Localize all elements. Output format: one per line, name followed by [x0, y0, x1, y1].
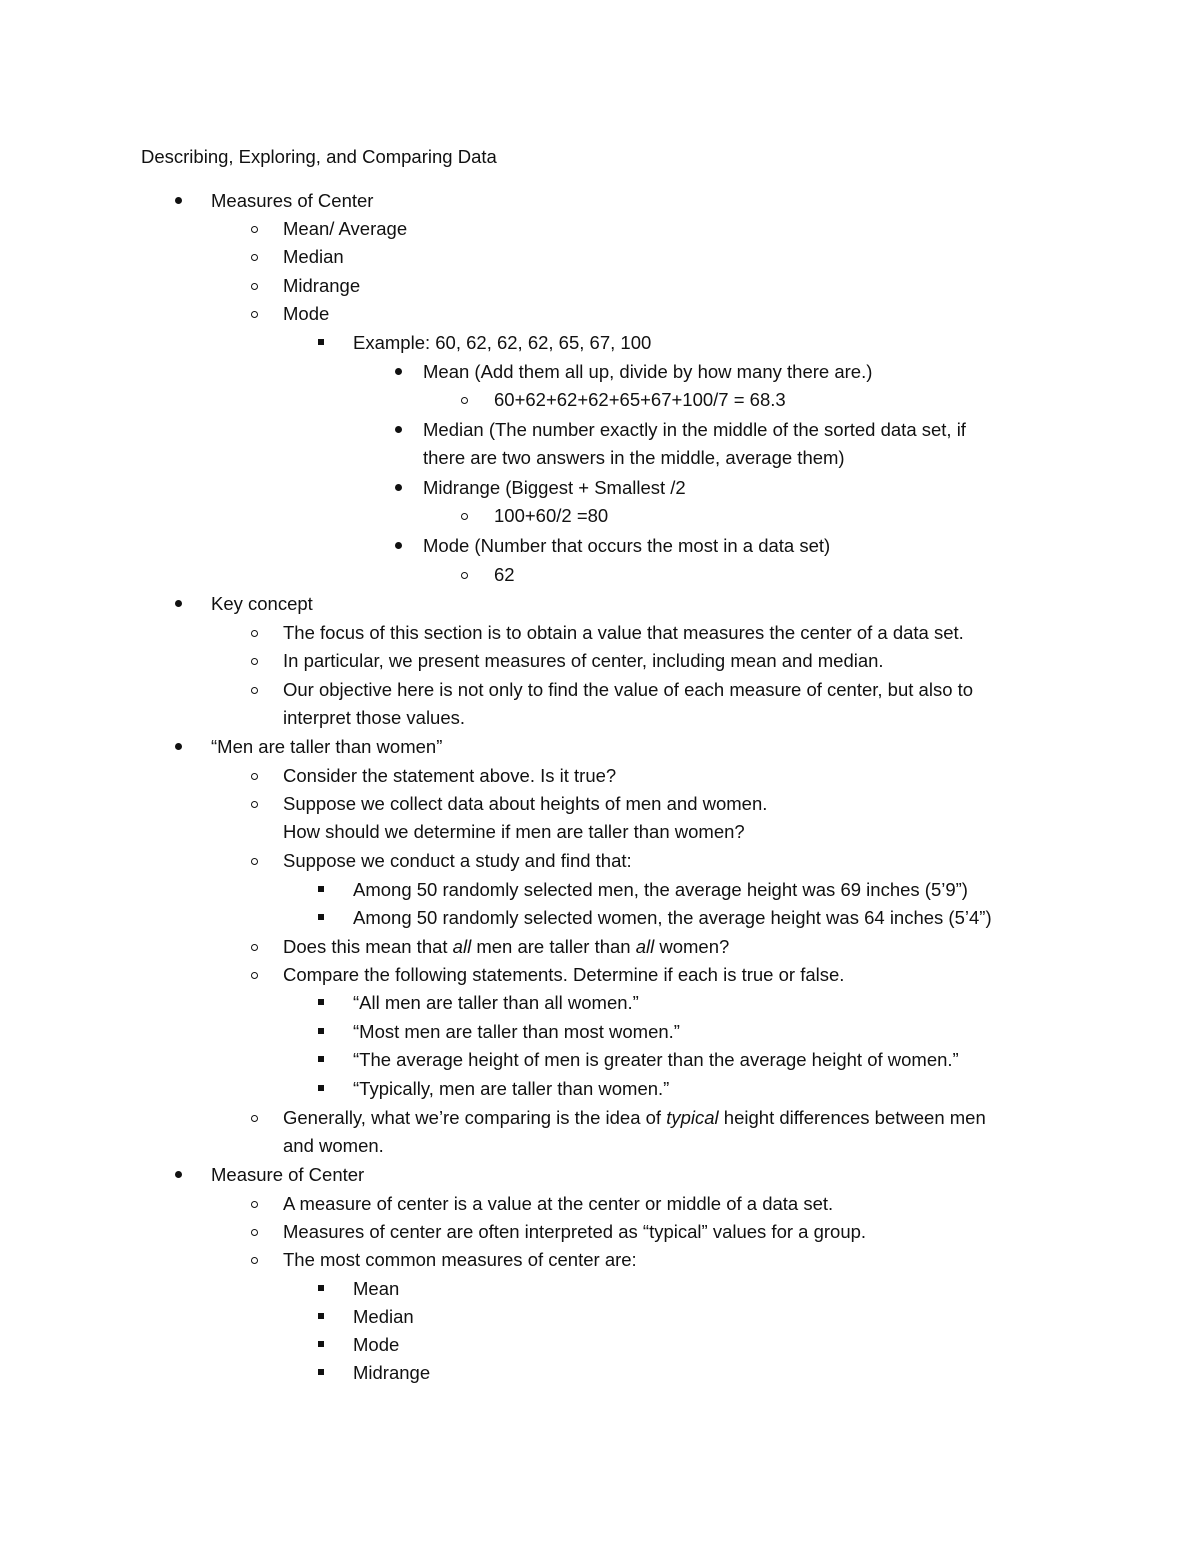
bullet-square [318, 914, 324, 920]
list-item: 60+62+62+62+65+67+100/7 = 68.3 [494, 389, 786, 410]
bullet-dot [175, 743, 182, 750]
bullet-circle [251, 773, 258, 780]
list-item: “The average height of men is greater than the average height of women.” [353, 1049, 959, 1070]
bullet-square [318, 1056, 324, 1062]
bullet-dot [175, 197, 182, 204]
list-item [283, 1106, 986, 1130]
bullet-circle [251, 226, 258, 233]
list-item: Mode [353, 1334, 400, 1355]
bullet-circle [251, 858, 258, 865]
bullet-circle [251, 972, 258, 979]
list-item: “Most men are taller than most women.” [353, 1021, 680, 1042]
list-item: Compare the following statements. Determine if each is true or false. [283, 964, 845, 985]
text-run: Generally, what we’re comparing is the idea of [283, 1107, 667, 1128]
list-item-continuation: How should we determine if men are taller than women? [283, 821, 745, 842]
bullet-circle [251, 1229, 258, 1236]
bullet-circle [251, 283, 258, 290]
document-title: Describing, Exploring, and Comparing Data [141, 146, 497, 167]
list-item: 62 [494, 564, 515, 585]
text-run: men are taller than [471, 936, 636, 957]
bullet-dot [175, 1171, 182, 1178]
list-item-continuation: there are two answers in the middle, average them) [423, 447, 845, 468]
list-item: Measures of center are often interpreted as “typical” values for a group. [283, 1221, 867, 1242]
bullet-dot [395, 426, 402, 433]
list-item: Mode (Number that occurs the most in a data set) [423, 535, 831, 556]
list-item: “All men are taller than all women.” [353, 992, 639, 1013]
list-item: “Typically, men are taller than women.” [353, 1078, 670, 1099]
bullet-circle [251, 687, 258, 694]
bullet-circle [251, 658, 258, 665]
list-item: Suppose we conduct a study and find that: [283, 850, 632, 871]
bullet-circle [251, 944, 258, 951]
list-item: Example: 60, 62, 62, 62, 65, 67, 100 [353, 332, 652, 353]
list-item-continuation: and women. [283, 1135, 384, 1156]
bullet-circle [251, 311, 258, 318]
list-item: Median [353, 1306, 414, 1327]
bullet-square [318, 1285, 324, 1291]
bullet-square [318, 1341, 324, 1347]
bullet-circle [461, 572, 468, 579]
list-item: Midrange (Biggest + Smallest /2 [423, 477, 686, 498]
bullet-dot [395, 542, 402, 549]
list-item: Midrange [283, 275, 361, 296]
bullet-circle [251, 1201, 258, 1208]
list-item: Measure of Center [211, 1164, 365, 1185]
text-run: women? [654, 936, 730, 957]
text-run: Does this mean that [283, 936, 453, 957]
list-item: Mean [353, 1278, 400, 1299]
bullet-square [318, 1313, 324, 1319]
list-item: Key concept [211, 593, 313, 614]
list-item: The focus of this section is to obtain a value that measures the center of a data set. [283, 622, 964, 643]
list-item: Mode [283, 303, 330, 324]
list-item: Suppose we collect data about heights of men and women. [283, 793, 768, 814]
list-item: In particular, we present measures of center, including mean and median. [283, 650, 884, 671]
emphasis-text: typical [666, 1107, 719, 1128]
bullet-circle [251, 801, 258, 808]
emphasis-text: all [635, 936, 655, 957]
list-item: Mean (Add them all up, divide by how many there are.) [423, 361, 873, 382]
bullet-circle [461, 513, 468, 520]
text-run: height differences between men [718, 1107, 986, 1128]
list-item: Measures of Center [211, 190, 374, 211]
bullet-square [318, 339, 324, 345]
list-item: The most common measures of center are: [283, 1249, 637, 1270]
bullet-dot [175, 600, 182, 607]
list-item: Among 50 randomly selected men, the average height was 69 inches (5’9”) [353, 879, 968, 900]
bullet-circle [251, 1115, 258, 1122]
bullet-circle [251, 254, 258, 261]
bullet-circle [461, 397, 468, 404]
bullet-square [318, 886, 324, 892]
bullet-circle [251, 630, 258, 637]
bullet-dot [395, 484, 402, 491]
list-item: Midrange [353, 1362, 431, 1383]
bullet-square [318, 1085, 324, 1091]
list-item: A measure of center is a value at the center or middle of a data set. [283, 1193, 834, 1214]
list-item: Mean/ Average [283, 218, 408, 239]
bullet-square [318, 999, 324, 1005]
list-item: Our objective here is not only to find the value of each measure of center, but also to [283, 679, 974, 700]
list-item: Median (The number exactly in the middle of the sorted data set, if [423, 419, 966, 440]
bullet-circle [251, 1257, 258, 1264]
list-item: Median [283, 246, 344, 267]
bullet-square [318, 1369, 324, 1375]
list-item: 100+60/2 =80 [494, 505, 609, 526]
list-item [283, 935, 729, 959]
list-item: Consider the statement above. Is it true? [283, 765, 617, 786]
list-item: “Men are taller than women” [211, 736, 443, 757]
bullet-square [318, 1028, 324, 1034]
bullet-dot [395, 368, 402, 375]
list-item: Among 50 randomly selected women, the average height was 64 inches (5’4”) [353, 907, 992, 928]
emphasis-text: all [452, 936, 472, 957]
list-item-continuation: interpret those values. [283, 707, 466, 728]
